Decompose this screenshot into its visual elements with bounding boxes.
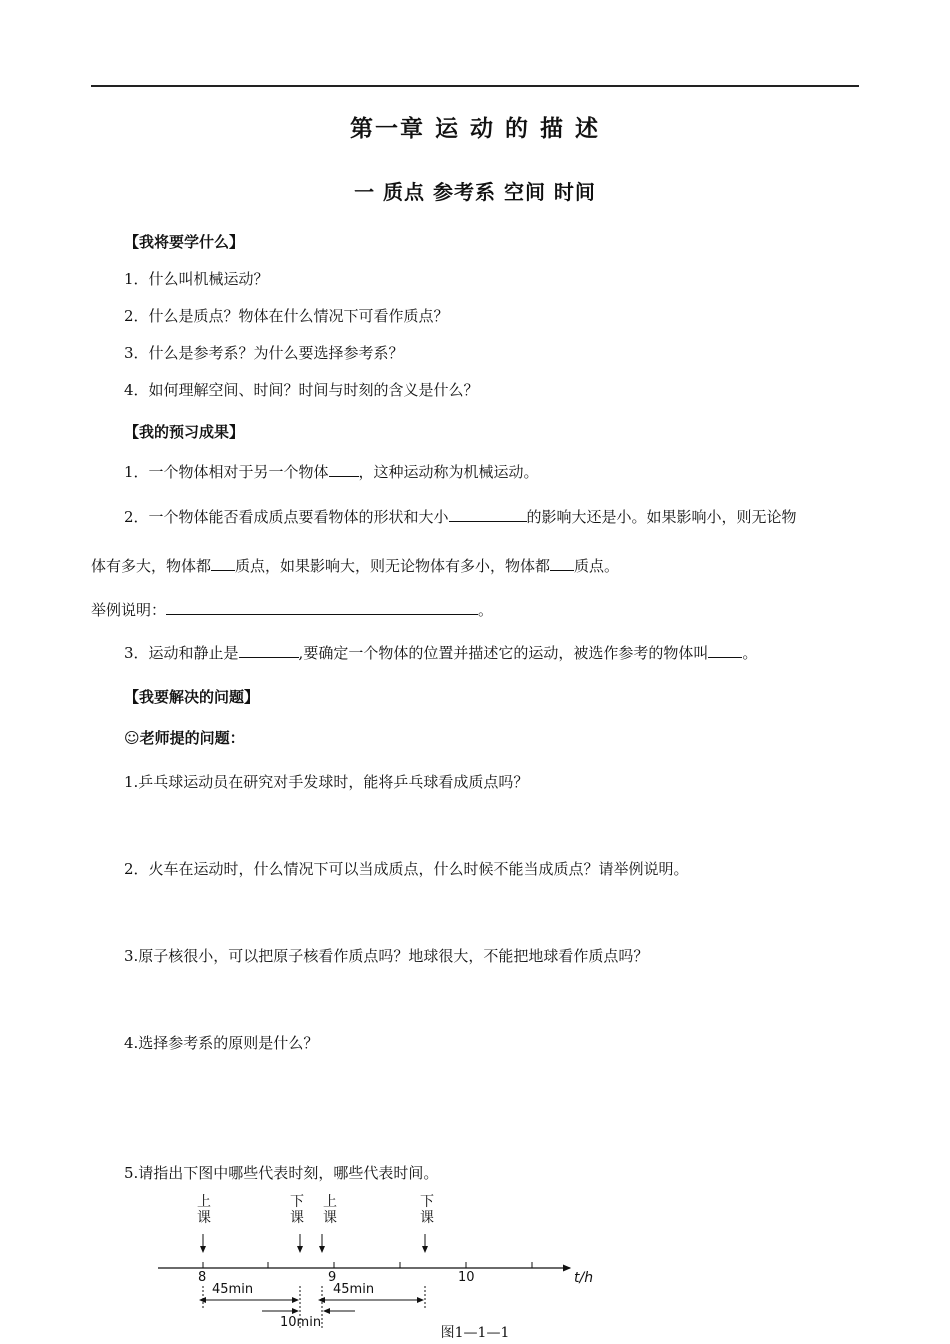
question: 5.请指出下图中哪些代表时刻，哪些代表时间。 — [124, 1164, 439, 1182]
tick-label: 8 — [198, 1270, 207, 1285]
learn-item: 3．什么是参考系？为什么要选择参考系？ — [124, 344, 404, 362]
event-label: 上课 — [323, 1194, 337, 1226]
preview-q3-text: ,要确定一个物体的位置并描述它的运动，被选作参考的物体叫 — [298, 644, 709, 662]
break-label: 10min — [280, 1315, 322, 1330]
interval-label: 45min — [333, 1282, 375, 1297]
section-title: 一 质点 参考系 空间 时间 — [354, 180, 596, 204]
learn-heading: 【我将要学什么】 — [124, 233, 245, 251]
chapter-title: 第一章 运 动 的 描 述 — [349, 116, 601, 142]
preview-q2-text: 质点，如果影响大，则无论物体有多小，物体都 — [235, 557, 551, 575]
learn-item: 2．什么是质点？物体在什么情况下可看作质点？ — [124, 307, 449, 325]
preview-q2-text: 的影响大还是小。如果影响小，则无论物 — [526, 508, 797, 526]
example-end: 。 — [478, 601, 494, 619]
preview-q2-text: 2．一个物体能否看成质点要看物体的形状和大小 — [124, 508, 449, 526]
axis-label: t/h — [574, 1270, 594, 1286]
preview-q1-text: ，这种运动称为机械运动。 — [358, 463, 539, 481]
tick-label: 9 — [328, 1270, 337, 1285]
event-label: 上课 — [197, 1194, 211, 1226]
interval-label: 45min — [212, 1282, 254, 1297]
preview-heading: 【我的预习成果】 — [124, 423, 245, 441]
event-label: 下课 — [290, 1194, 304, 1226]
preview-q2-text: 质点。 — [574, 557, 620, 575]
preview-q1-text: 1．一个物体相对于另一个物体 — [124, 463, 329, 481]
learn-item: 1．什么叫机械运动？ — [124, 270, 269, 288]
question: 4.选择参考系的原则是什么？ — [124, 1034, 319, 1052]
event-label: 下课 — [420, 1194, 434, 1226]
preview-q3-text: 3．运动和静止是 — [124, 644, 239, 662]
question: 1.乒乓球运动员在研究对手发球时，能将乒乓球看成质点吗？ — [124, 773, 529, 791]
learn-item: 4．如何理解空间、时间？时间与时刻的含义是什么？ — [124, 381, 479, 399]
preview-q2-text: 体有多大，物体都 — [91, 557, 212, 575]
teacher-heading: ☺老师提的问题： — [124, 729, 245, 747]
question: 3.原子核很小，可以把原子核看作质点吗？地球很大，不能把地球看作质点吗？ — [124, 947, 649, 965]
figure-caption: 图1—1—1 — [440, 1325, 510, 1341]
solve-heading: 【我要解决的问题】 — [124, 688, 260, 706]
example-label: 举例说明： — [91, 601, 167, 619]
question: 2．火车在运动时，什么情况下可以当成质点，什么时候不能当成质点？请举例说明。 — [124, 860, 689, 878]
preview-q3-text: 。 — [742, 644, 758, 662]
tick-label: 10 — [458, 1270, 475, 1285]
